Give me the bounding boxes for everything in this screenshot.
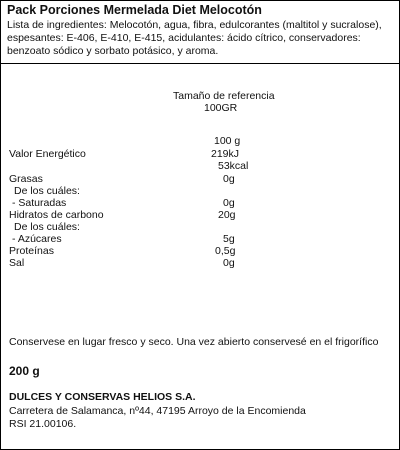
product-title: Pack Porciones Mermelada Diet Melocotón xyxy=(7,3,262,17)
company-name: DULCES Y CONSERVAS HELIOS S.A. xyxy=(9,391,196,403)
nutrition-label-sugars: - Azúcares xyxy=(12,233,62,245)
nutrition-label-energy: Valor Energético xyxy=(9,148,86,160)
nutrition-label-of-which-carbs: De los cuáles: xyxy=(14,221,80,233)
nutrition-value-carbohydrates: 20g xyxy=(218,209,236,221)
nutrition-value-fat: 0g xyxy=(223,173,235,185)
nutrition-label-salt: Sal xyxy=(9,257,25,269)
nutrition-label-of-which-fat: De los cuáles: xyxy=(14,185,80,197)
nutrition-value-saturated: 0g xyxy=(223,197,235,209)
storage-instructions: Conservese en lugar fresco y seco. Una vez abierto conservesé en el frigorífico xyxy=(9,336,379,348)
reference-size-value: 100GR xyxy=(204,102,238,114)
reference-size-label: Tamaño de referencia xyxy=(173,90,275,102)
nutrition-label-fat: Grasas xyxy=(9,173,43,185)
title-block xyxy=(1,1,399,64)
nutrition-value-energy-kcal: 53kcal xyxy=(218,160,249,172)
nutrition-label-saturated: - Saturadas xyxy=(12,197,67,209)
company-rsi: RSI 21.00106. xyxy=(9,418,77,430)
nutrition-value-salt: 0g xyxy=(223,257,235,269)
nutrition-value-energy-kj: 219kJ xyxy=(211,148,240,160)
ingredients-list: Lista de ingredientes: Melocotón, agua, fibra, edulcorantes (maltitol y sucralose), espesantes: E-406, E-410, E-415, acidulantes: ácido cítrico, conservadores: benzoato sódico y sorbato potásico, y aroma. xyxy=(7,19,382,57)
company-address: Carretera de Salamanca, nº44, 47195 Arroyo de la Encomienda xyxy=(9,405,306,417)
net-weight: 200 g xyxy=(9,364,40,378)
nutrition-value-sugars: 5g xyxy=(223,233,235,245)
nutrition-column-header: 100 g xyxy=(214,135,241,147)
nutrition-label-protein: Proteínas xyxy=(9,245,54,257)
nutrition-value-protein: 0,5g xyxy=(215,245,236,257)
nutrition-label-carbohydrates: Hidratos de carbono xyxy=(9,209,104,221)
